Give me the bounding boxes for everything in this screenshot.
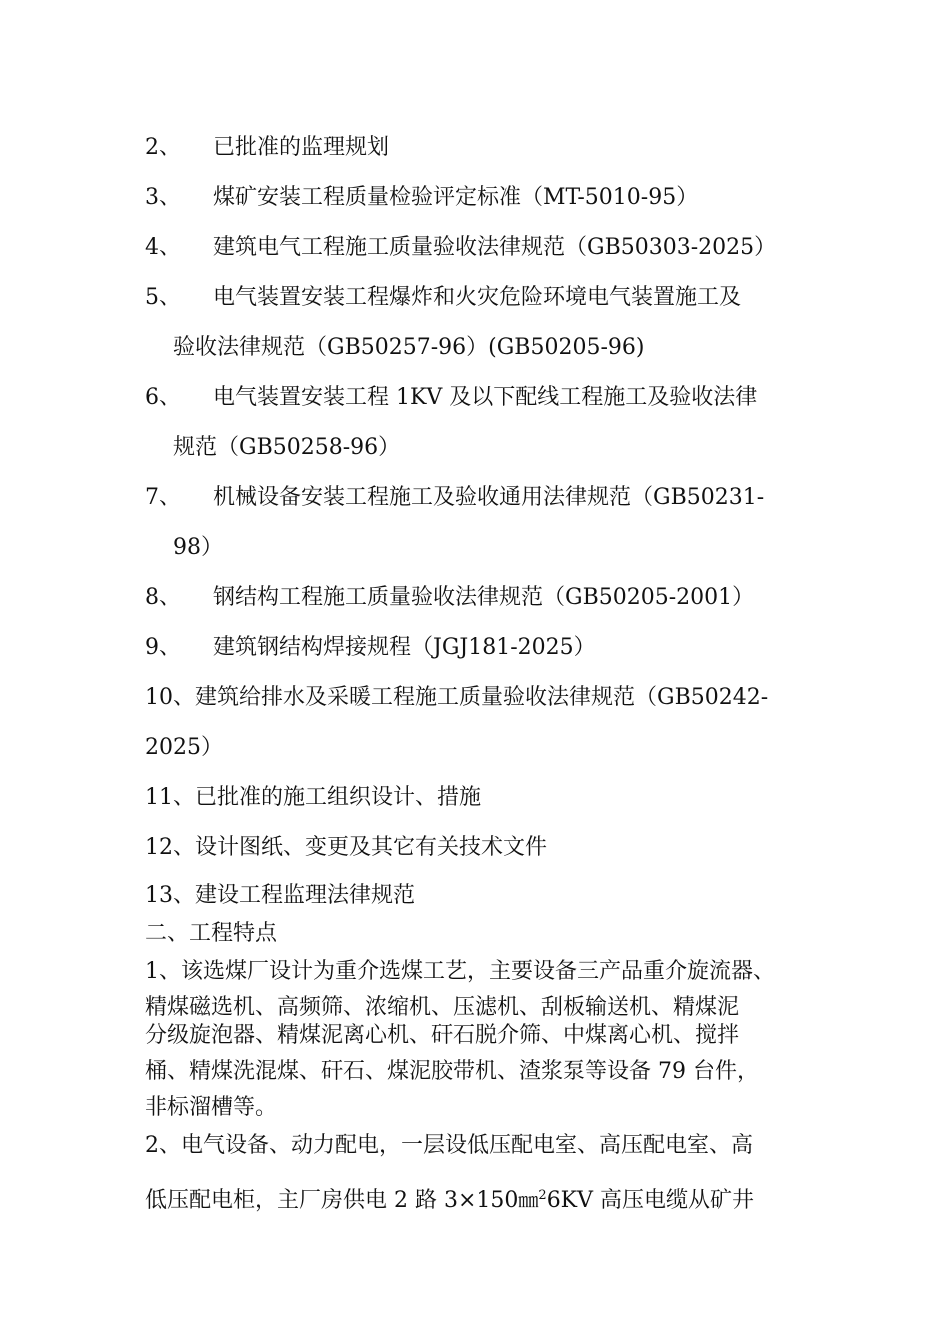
item-text: 已批准的施工组织设计、措施 [195, 785, 482, 810]
item-text: 建筑给排水及采暖工程施工质量验收法律规范（GB50242- [195, 685, 769, 710]
item-text: 设计图纸、变更及其它有关技术文件 [195, 835, 548, 860]
list-item [145, 234, 776, 262]
paragraph-line: 分级旋泡器、精煤泥离心机、矸石脱介筛、中煤离心机、搅拌 [145, 1023, 740, 1048]
item-number: 6、 [145, 385, 181, 410]
paragraph-line [145, 1182, 754, 1215]
paragraph-line: 桶、精煤洗混煤、矸石、煤泥胶带机、渣浆泵等设备 79 台件， [145, 1059, 759, 1084]
paragraph-line: 精煤磁选机、高频筛、浓缩机、压滤机、刮板输送机、精煤泥 [145, 995, 740, 1020]
list-item [145, 882, 415, 910]
item-number: 10、 [145, 685, 195, 710]
list-item [145, 834, 547, 862]
item-number: 12、 [145, 835, 195, 860]
cable-spec-text: 低压配电柜，主厂房供电 2 路 3×150 [145, 1188, 519, 1213]
list-item [145, 384, 757, 412]
item-number: 9、 [145, 635, 181, 660]
item-text: 煤矿安装工程质量检验评定标准（MT-5010-95） [213, 185, 699, 210]
list-item [145, 684, 768, 712]
unit-mm: ㎜ [518, 1188, 539, 1212]
list-item-continuation: 2025） [145, 735, 223, 760]
item-text: 建设工程监理法律规范 [195, 883, 416, 908]
list-item [145, 184, 698, 212]
list-item [145, 134, 389, 162]
item-text: 已批准的监理规划 [213, 135, 390, 160]
item-text: 建筑钢结构焊接规程（JGJ181-2025） [213, 635, 596, 660]
paragraph-line: 1、该选煤厂设计为重介选煤工艺，主要设备三产品重介旋流器、 [145, 959, 775, 984]
item-number: 4、 [145, 235, 181, 260]
section-heading: 二、工程特点 [145, 921, 278, 946]
item-text: 钢结构工程施工质量验收法律规范（GB50205-2001） [213, 585, 755, 610]
list-item [145, 784, 481, 812]
paragraph-line: 非标溜槽等。 [145, 1095, 278, 1120]
list-item [145, 634, 596, 662]
list-item-continuation: 98） [173, 535, 223, 560]
item-number: 5、 [145, 285, 181, 310]
item-text: 建筑电气工程施工质量验收法律规范（GB50303-2025） [213, 235, 777, 260]
item-number: 11、 [145, 785, 195, 810]
item-text: 机械设备安装工程施工及验收通用法律规范（GB50231- [213, 485, 765, 510]
item-number: 2、 [145, 135, 181, 160]
item-number: 7、 [145, 485, 181, 510]
list-item [145, 484, 764, 512]
item-number: 8、 [145, 585, 181, 610]
list-item [145, 584, 754, 612]
superscript: 2 [538, 1188, 547, 1203]
list-item-continuation: 验收法律规范（GB50257-96）(GB50205-96) [173, 335, 645, 360]
cable-spec-text-rest: 6KV 高压电缆从矿井 [546, 1188, 755, 1213]
item-number: 3、 [145, 185, 181, 210]
item-number: 13、 [145, 883, 195, 908]
item-text: 电气装置安装工程爆炸和火灾危险环境电气装置施工及 [213, 285, 742, 310]
list-item [145, 284, 741, 312]
paragraph-line: 2、电气设备、动力配电，一层设低压配电室、高压配电室、高 [145, 1133, 753, 1158]
list-item-continuation: 规范（GB50258-96） [173, 435, 401, 460]
item-text: 电气装置安装工程 1KV 及以下配线工程施工及验收法律 [213, 385, 758, 410]
